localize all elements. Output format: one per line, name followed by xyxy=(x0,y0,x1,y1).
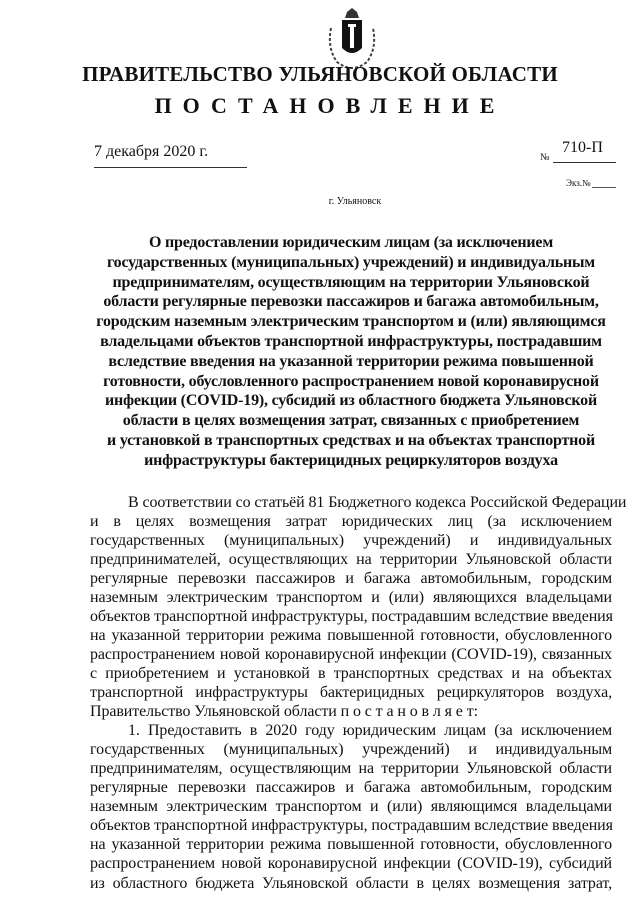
body-line: на указанной территории режима повышенной готовности, обусловленного xyxy=(90,626,612,644)
body-line: распространением новой коронавирусной инфекции (COVID-19), субсидий xyxy=(90,855,612,873)
date-underline xyxy=(94,167,247,168)
organization-name: ПРАВИТЕЛЬСТВО УЛЬЯНОВСКОЙ ОБЛАСТИ xyxy=(82,62,558,86)
body-line: и в целях возмещения затрат юридических лиц (за исключением xyxy=(90,512,612,530)
body-line: регулярные перевозки пассажиров и багажа автомобильным, городским xyxy=(90,569,612,587)
body-line: В соответствии со статьёй 81 Бюджетного кодекса Российской Федерации xyxy=(128,493,627,511)
body-line: распространением новой коронавирусной инфекции (COVID-19), связанных xyxy=(90,645,612,663)
title-line: вследствие введения на указанной территории режима повышенной xyxy=(108,352,594,370)
title-line: владельцами объектов транспортной инфраструктуры, пострадавшим xyxy=(100,332,602,350)
body-line: предпринимателям, осуществляющим на территории Ульяновской области xyxy=(90,760,612,778)
document-date: 7 декабря 2020 г. xyxy=(94,143,209,160)
document-number: 710-П xyxy=(562,139,603,156)
title-line: инфекции (COVID-19), субсидий из областного бюджета Ульяновской xyxy=(105,392,597,410)
body-line: наземным электрическим транспортом и (или) являющихся владельцами xyxy=(90,588,612,606)
title-line: готовности, обусловленного распространением новой коронавирусной xyxy=(103,372,599,390)
title-line: области в целях возмещения затрат, связанных с приобретением xyxy=(122,412,580,430)
title-line: О предоставлении юридическим лицам (за исключением xyxy=(148,234,554,251)
title-line: предпринимателям, осуществляющим на территории Ульяновской xyxy=(112,273,590,291)
title-line: области регулярные перевозки пассажиров и багажа автомобильным, xyxy=(103,293,599,311)
coat-of-arms-emblem xyxy=(323,8,381,70)
body-line: объектов транспортной инфраструктуры, пострадавшим вследствие введения xyxy=(90,817,613,835)
body-line: на указанной территории режима повышенной готовности, обусловленного xyxy=(90,836,612,854)
document-type: ПОСТАНОВЛЕНИЕ xyxy=(154,93,506,118)
body-line: 1. Предоставить в 2020 году юридическим лицам (за исключением xyxy=(128,722,612,740)
copy-number-underline xyxy=(592,187,616,188)
body-line: государственных (муниципальных) учреждений) и индивидуальным xyxy=(90,741,612,759)
document-body xyxy=(90,493,627,893)
body-line: из областного бюджета Ульяновской области в целях возмещения затрат, xyxy=(90,874,612,892)
body-line: государственных (муниципальных) учреждений) и индивидуальных xyxy=(90,531,612,549)
document-title xyxy=(90,233,612,471)
title-line: городским наземным электрическим транспортом и (или) являющимся xyxy=(96,313,606,331)
title-line: инфраструктуры бактерицидных рециркуляторов воздуха xyxy=(144,451,558,469)
title-line: государственных (муниципальных) учреждений) и индивидуальным xyxy=(106,253,596,271)
document-content xyxy=(90,233,627,893)
title-line: и установкой в транспортных средствах и на объектах транспортной xyxy=(107,431,595,449)
body-line: наземным электрическим транспортом и (или) являющимся владельцами xyxy=(90,798,612,816)
body-line: предпринимателей, осуществляющих на территории Ульяновской области xyxy=(90,550,612,568)
body-line: регулярные перевозки пассажиров и багажа автомобильным, городским xyxy=(90,779,612,797)
copy-number-label: Экз.№ xyxy=(566,178,591,188)
number-sign: № xyxy=(540,152,550,163)
number-underline xyxy=(553,162,616,163)
body-line: Правительство Ульяновской области п о с т а н о в л я е т: xyxy=(90,703,478,721)
body-line: транспортной инфраструктуры бактерицидных рециркуляторов воздуха, xyxy=(90,684,612,702)
city: г. Ульяновск xyxy=(328,196,382,207)
body-line: с приобретением и установкой в транспортных средствах и на объектах xyxy=(90,664,612,682)
body-line: объектов транспортной инфраструктуры, пострадавшим вследствие введения xyxy=(90,607,613,625)
